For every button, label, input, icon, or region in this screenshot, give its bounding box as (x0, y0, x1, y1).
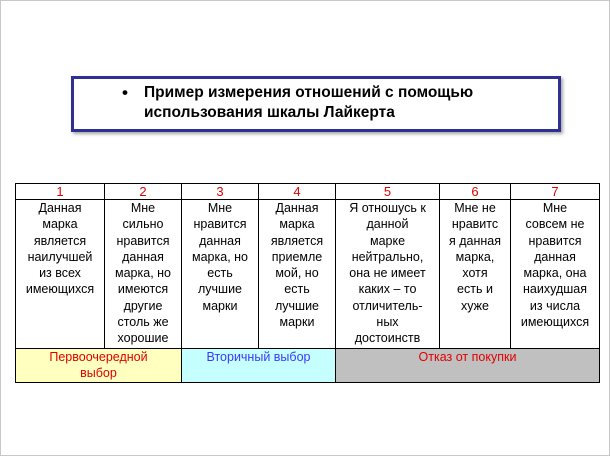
scale-number-6: 6 (440, 184, 511, 200)
desc-line: она не имеет (349, 266, 426, 281)
desc-line: хорошие (117, 331, 169, 346)
bullet-icon: • (122, 83, 128, 102)
desc-line: нравится (528, 233, 582, 248)
scale-desc-4 (259, 200, 336, 349)
desc-line: есть (284, 282, 310, 297)
title-box (71, 76, 561, 132)
desc-line: сильно (122, 217, 164, 232)
desc-line: наихудшая (523, 282, 587, 297)
desc-line: имеются (117, 282, 169, 297)
scale-descriptions-row (16, 200, 600, 349)
scale-number-4: 4 (259, 184, 336, 200)
scale-groups-row (16, 349, 600, 383)
desc-line: нравитс (451, 217, 499, 232)
title-line-1: Пример измерения отношений с помощью (144, 84, 474, 101)
scale-desc-3 (182, 200, 259, 349)
desc-line: хуже (461, 298, 489, 313)
desc-line: лучшие (274, 298, 320, 313)
desc-line: является (270, 233, 324, 248)
desc-line: из всех (39, 266, 81, 281)
scale-desc-6 (440, 200, 511, 349)
group-first-choice (16, 349, 182, 383)
desc-line: наилучшей (27, 249, 93, 264)
desc-line: нравится (116, 233, 170, 248)
desc-line: данной (366, 217, 409, 232)
scale-desc-7 (511, 200, 600, 349)
scale-desc-1 (16, 200, 105, 349)
desc-line: столь же (117, 315, 169, 330)
desc-line: совсем не (525, 217, 585, 232)
likert-scale-table (15, 183, 600, 383)
desc-line: марке (369, 233, 406, 248)
desc-line: марка, (455, 249, 495, 264)
group-first-line: выбор (80, 366, 117, 381)
group-refusal: Отказ от покупки (336, 349, 600, 383)
desc-line: марка (42, 217, 78, 232)
desc-line: лучшие (197, 282, 243, 297)
scale-number-3: 3 (182, 184, 259, 200)
desc-line: есть и (457, 282, 493, 297)
desc-line: другие (123, 298, 163, 313)
desc-line: Мне (207, 201, 233, 215)
desc-line: Данная (275, 201, 319, 215)
scale-number-1: 1 (16, 184, 105, 200)
desc-line: марка, но (115, 266, 171, 281)
desc-line: нравится (193, 217, 247, 232)
desc-line: Данная (38, 201, 82, 215)
desc-line: данная (122, 249, 164, 264)
desc-line: марка, она (523, 266, 587, 281)
desc-line: Мне (130, 201, 156, 215)
scale-desc-2 (105, 200, 182, 349)
scale-numbers-row (16, 184, 600, 200)
desc-line: имеющихся (520, 315, 590, 330)
desc-line: отличитель- (352, 298, 423, 313)
desc-line: марки (202, 298, 238, 313)
desc-line: является (33, 233, 87, 248)
title-line-2: использования шкалы Лайкерта (144, 104, 395, 121)
desc-line: Мне (542, 201, 568, 215)
desc-line: достоинств (354, 331, 421, 346)
desc-line: приемле (271, 249, 323, 264)
desc-line: каких – то (358, 282, 417, 297)
desc-line: ных (376, 315, 399, 330)
desc-line: я данная (448, 233, 501, 248)
desc-line: марка, но (192, 249, 248, 264)
desc-line: марка (279, 217, 315, 232)
desc-line: мой, но (275, 266, 319, 281)
scale-number-2: 2 (105, 184, 182, 200)
desc-line: марки (279, 315, 315, 330)
desc-line: данная (199, 233, 241, 248)
scale-desc-5 (336, 200, 440, 349)
slide-title (144, 83, 544, 123)
desc-line: есть (207, 266, 233, 281)
desc-line: Я отношусь к (349, 201, 426, 215)
group-first-line: Первоочередной (49, 350, 148, 364)
scale-number-5: 5 (336, 184, 440, 200)
scale-number-7: 7 (511, 184, 600, 200)
desc-line: данная (534, 249, 576, 264)
group-second-choice: Вторичный выбор (182, 349, 336, 383)
desc-line: хотя (462, 266, 488, 281)
desc-line: из числа (529, 298, 581, 313)
desc-line: имеющихся (25, 282, 95, 297)
desc-line: Мне не (454, 201, 496, 215)
desc-line: нейтрально, (351, 249, 424, 264)
